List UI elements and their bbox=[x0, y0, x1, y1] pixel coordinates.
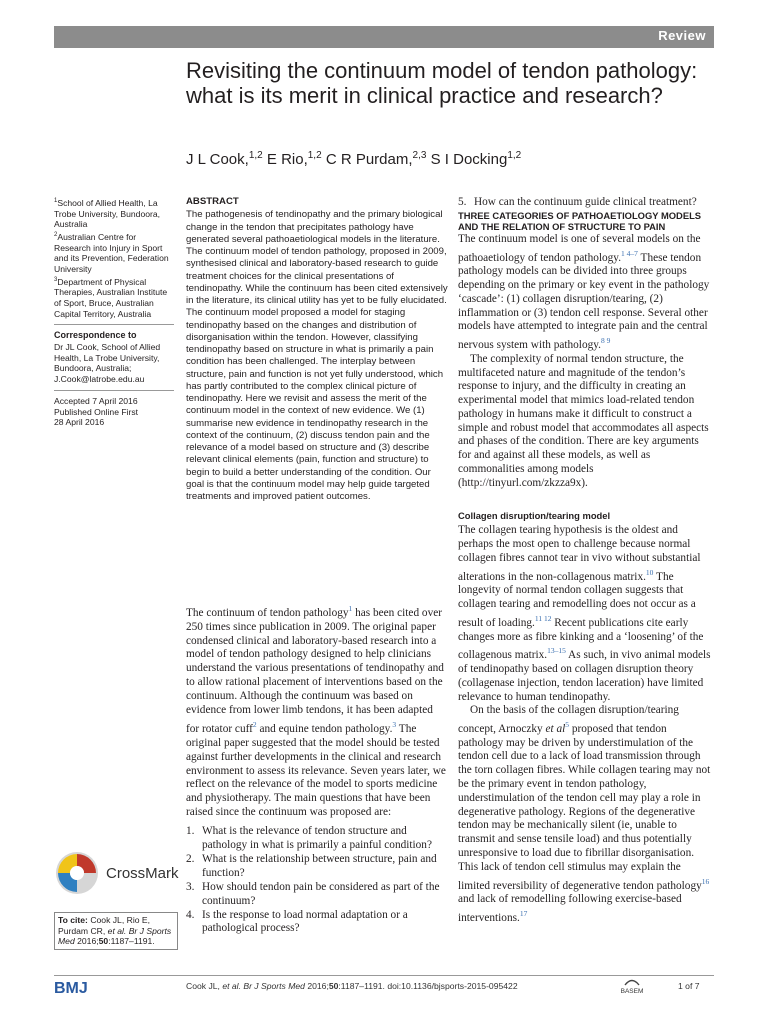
list-item: 1. What is the relevance of tendon structure and pathology in what is primarily a painful condition? bbox=[186, 825, 432, 852]
author[interactable]: J L Cook,$^{1,2}$ bbox=[186, 150, 263, 168]
reference-link[interactable]: 11 12 bbox=[534, 614, 552, 624]
right-column bbox=[458, 196, 714, 926]
reference-link[interactable]: 17 bbox=[519, 909, 528, 919]
reference-link[interactable]: 1 4–7 bbox=[621, 248, 638, 258]
divider bbox=[54, 390, 174, 391]
intro-paragraph: The continuum of tendon pathology$^1$ has been cited over 250 times since publication in 2009. The original paper condensed clinical and laboratory-based research into a model of tendon pathology designed to help clinicians understand the various presentations of tendinopathy and to allow rational placement of interventions based on the continuum. Although the continuum was based on evidence from lower limb tendons, it has been adapted for rotator cuff$^2$ and equine tendon pathology.$^3$ The original paper suggested that the model should be tested against further developments in the clinical and research environment to assess its relevance. Seven years later, we reflect on the relevance of the model to sports medicine and physiotherapy. The main questions that have been raised since the continuum was proposed are: bbox=[186, 604, 446, 819]
reference-link[interactable]: 13–15 bbox=[547, 646, 566, 656]
basem-logo bbox=[618, 978, 646, 995]
reference-link[interactable]: 1 bbox=[348, 604, 353, 613]
crossmark-icon bbox=[54, 850, 100, 896]
cite-box: To cite: Cook JL, Rio E, Purdam CR, et al. Br J Sports Med 2016;50:1187–1191. bbox=[54, 912, 178, 950]
reference-link[interactable]: 5 bbox=[565, 720, 570, 730]
body-paragraph: The continuum model is one of several models on the pathoaetiology of tendon pathology.$^{1 4-7}$ These tendon pathology models can be divided into three groups depending on the primary or key event in the pathology ‘cascade’: (1) collagen disruption/tearing, (2) inflammation or (3) tendon cell response. Several other models have attempted to integrate pain and the central nervous system with pathology.$^{8 9}$ bbox=[458, 232, 710, 351]
reference-link[interactable]: 10 bbox=[645, 567, 654, 577]
affiliation: $^3$Department of Physical Therapies, Australian Institute of Sport, Bruce, Australian Capital Territory, Australia bbox=[54, 276, 168, 319]
bmj-logo[interactable]: BMJ bbox=[54, 980, 88, 997]
published-label: Published Online First bbox=[54, 406, 139, 417]
affiliation: $^1$School of Allied Health, La Trobe University, Bundoora, Australia bbox=[54, 197, 161, 230]
author-list bbox=[186, 150, 521, 168]
list-item: 3. How should tendon pain be considered as part of the continuum? bbox=[186, 880, 440, 907]
reference-link[interactable]: 8 9 bbox=[600, 336, 611, 346]
list-item: 2. What is the relationship between structure, pain and function? bbox=[186, 852, 437, 879]
body-paragraph: On the basis of the collagen disruption/tearing concept, Arnoczky et al$^5$ proposed that tendon pathology may be driven by understimulation of the tendon cell due to a lack of load transmission through the torn collagen fibres. While collagen tearing may not be the primary event in tendon pathology, understimulation of the tendon cell may play a role in degenerative pathology. Regions of the degenerative tendon may be mechanically silent (ie, unable to transmit and sense tensile load) and thus potentially unresponsive to load due to fibrillar disorganisation. This lack of tendon cell stimulus may explain the limited reversibility of degenerative tendon pathology$^{16}$ and lack of remodelling following exercise-based interventions.$^{17}$ bbox=[458, 704, 711, 924]
list-item: 5. How can the continuum guide clinical treatment? bbox=[458, 196, 697, 208]
article-title: Revisiting the continuum model of tendon pathology: what is its merit in clinical practice and research? bbox=[186, 58, 698, 108]
author[interactable]: E Rio,$^{1,2}$ bbox=[266, 150, 322, 168]
section-band bbox=[54, 26, 714, 48]
page-number: 1 of 7 bbox=[678, 981, 700, 991]
affiliation: $^2$Australian Centre for Research into Injury in Sport and its Prevention, Federation University bbox=[54, 231, 169, 274]
author[interactable]: S I Docking$^{1,2}$ bbox=[430, 150, 522, 168]
divider bbox=[54, 324, 174, 325]
published-date: 28 April 2016 bbox=[54, 417, 105, 428]
reference-link[interactable]: 3 bbox=[392, 720, 397, 730]
correspondence-heading: Correspondence to bbox=[54, 330, 137, 341]
article-sidebar bbox=[54, 196, 174, 428]
question-list bbox=[186, 825, 448, 936]
abstract-text: The pathogenesis of tendinopathy and the primary biological change in the tendon that precipitates pathology have generated several pathoaetiological models in the literature. The continuum model of tendon pathology, proposed in 2009, synthesised clinical and laboratory-based research to guide treatment choices for the clinical presentations of tendinopathy. While the continuum has been cited extensively in the literature, its clinical utility has yet to be fully elucidated. The continuum model proposed a model for staging tendinopathy based on the changes and distribution of disorganisation within the tendon. However, classifying tendinopathy based on structure in what is primarily a pain condition has been challenged. The interplay between structure, pain and function is not yet fully understood, which has partly contributed to the complex clinical picture of tendinopathy. Here we revisit and assess the merit of the continuum model in the context of new evidence. We (1) summarise new evidence in tendinopathy research in the context of the continuum, (2) discuss tendon pain and the relevance of a model based on structure and (3) describe relevant clinical elements (pain, function and structure) to begin to build a better understanding of the condition. Our goal is that the continuum model may help guide targeted treatments and improved patient outcomes. bbox=[186, 209, 448, 502]
crossmark-badge[interactable] bbox=[54, 850, 179, 898]
section-heading: THREE CATEGORIES OF PATHOAETIOLOGY MODELS AND THE RELATION OF STRUCTURE TO PAIN bbox=[458, 209, 702, 233]
abstract bbox=[186, 196, 448, 503]
body-paragraph: The collagen tearing hypothesis is the oldest and perhaps the most open to challenge because normal collagen fibres cannot tear in vivo without substantial alterations in the non-collagenous matrix.$^{10}$ The longevity of normal tendon collagen suggests that collagen tearing and remodelling does not occur as a result of loading.$^{11 12}$ Recent publications cite early changes more as fibre kinking and a ‘loosening’ of the collagenous matrix.$^{13-15}$ As such, in vivo animal models of tendinopathy based on collagen disruption theory (collagenase injection, tendon laceration) have limited relevance to human tendinopathy. bbox=[458, 524, 711, 703]
intro-column bbox=[186, 602, 448, 936]
reference-link[interactable]: 16 bbox=[701, 876, 710, 886]
accepted-date: Accepted 7 April 2016 bbox=[54, 395, 138, 406]
basem-text: BASEM bbox=[620, 988, 644, 995]
author[interactable]: C R Purdam,$^{2,3}$ bbox=[325, 150, 427, 168]
section-label: Review bbox=[658, 28, 706, 43]
subsection-heading: Collagen disruption/tearing model bbox=[458, 509, 611, 521]
basem-mark-icon bbox=[624, 978, 640, 986]
footer-citation: Cook JL, et al. Br J Sports Med 2016;50:1187–1191. doi:10.1136/bjsports-2015-095422 bbox=[186, 981, 518, 991]
list-item: 4. Is the response to load normal adaptation or a pathological process? bbox=[186, 908, 408, 935]
body-paragraph: The complexity of normal tendon structure, the multifaceted nature and magnitude of the tendon’s response to injury, and the difficulty in creating an experimental model that mimics load-related tendon pathology in humans make it difficult to construct a simple and robust model that accommodates all aspects and phases of the condition. There are key arguments for and against all these models, as well as commonalities among models (http://tinyurl.com/zkzza9x). bbox=[458, 352, 709, 489]
correspondence-email[interactable]: J.Cook@latrobe.edu.au bbox=[54, 374, 145, 385]
crossmark-label: CrossMark bbox=[106, 865, 179, 882]
correspondence-text: Dr JL Cook, School of Allied Health, La Trobe University, Bundoora, Australia; bbox=[54, 342, 161, 374]
footer-divider bbox=[54, 975, 714, 976]
abstract-heading: ABSTRACT bbox=[186, 196, 239, 207]
reference-link[interactable]: 2 bbox=[252, 720, 257, 730]
